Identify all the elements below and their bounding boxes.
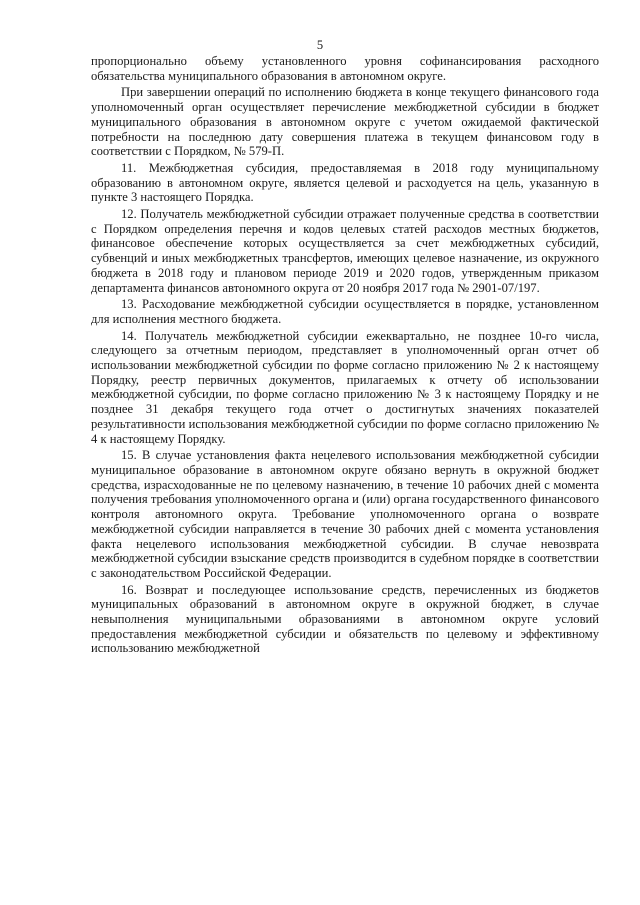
paragraph-14: 14. Получатель межбюджетной субсидии ежеквартально, не позднее 10-го числа, следующего за отчетным периодом, представляет в уполномоченный орган отчет об использовании межбюджетной субсидии по форме согласно приложению № 2 к настоящему Порядку, реестр первичных документов, прилагаемых к отчету об использовании межбюджетной субсидии, по форме согласно приложению № 3 к настоящему Порядку и не позднее 31 декабря текущего года отчет о достигнутых значениях показателей результативности использования межбюджетной субсидии по форме согласно приложению № 4 к настоящему Порядку. bbox=[91, 328, 599, 446]
document-body bbox=[91, 54, 599, 658]
paragraph-11: 11. Межбюджетная субсидия, предоставляемая в 2018 году муниципальному образованию в автономном округе, является целевой и расходуется на цель, указанную в пункте 3 настоящего Порядка. bbox=[91, 160, 599, 205]
paragraph-continuation: пропорционально объему установленного уровня софинансирования расходного обязательства муниципального образования в автономном округе. bbox=[91, 54, 599, 83]
paragraph-16: 16. Возврат и последующее использование средств, перечисленных из бюджетов муниципальных образований в автономном округе в окружной бюджет, в случае невыполнения муниципальными образованиями в автономном округе условий предоставления межбюджетной субсидии и обязательств по целевому и эффективному использованию межбюджетной bbox=[91, 582, 599, 656]
page-number: 5 bbox=[316, 38, 324, 52]
paragraph-budget-completion: При завершении операций по исполнению бюджета в конце текущего финансового года уполномоченный орган осуществляет перечисление межбюджетной субсидии в бюджет муниципального образования в автономном округе с учетом ожидаемой фактической потребности на последнюю дату совершения платежа в текущем финансовом году в соответствии с Порядком, № 579-П. bbox=[91, 85, 599, 159]
paragraph-15: 15. В случае установления факта нецелевого использования межбюджетной субсидии муниципальное образование в автономном округе обязано вернуть в окружной бюджет средства, израсходованные не по целевому назначению, в течение 10 рабочих дней с момента получения требования уполномоченного органа и (или) органа государственного финансового контроля автономного округа. Требование уполномоченного органа о возврате межбюджетной субсидии направляется в течение 30 рабочих дней с момента установления факта нецелевого использования межбюджетной субсидии. В случае невозврата межбюджетной субсидии взыскание средств производится в судебном порядке в соответствии с законодательством Российской Федерации. bbox=[91, 448, 599, 580]
paragraph-12: 12. Получатель межбюджетной субсидии отражает полученные средства в соответствии с Порядком определения перечня и кодов целевых статей расходов местных бюджетов, финансовое обеспечение которых осуществляется за счет межбюджетных субсидий, субвенций и иных межбюджетных трансфертов, имеющих целевое назначение, из окружного бюджета в 2018 году и плановом периоде 2019 и 2020 годов, утвержденным приказом департамента финансов автономного округа от 20 ноября 2017 года № 2901-07/197. bbox=[91, 207, 599, 295]
paragraph-13: 13. Расходование межбюджетной субсидии осуществляется в порядке, установленном для исполнения местного бюджета. bbox=[91, 297, 599, 326]
